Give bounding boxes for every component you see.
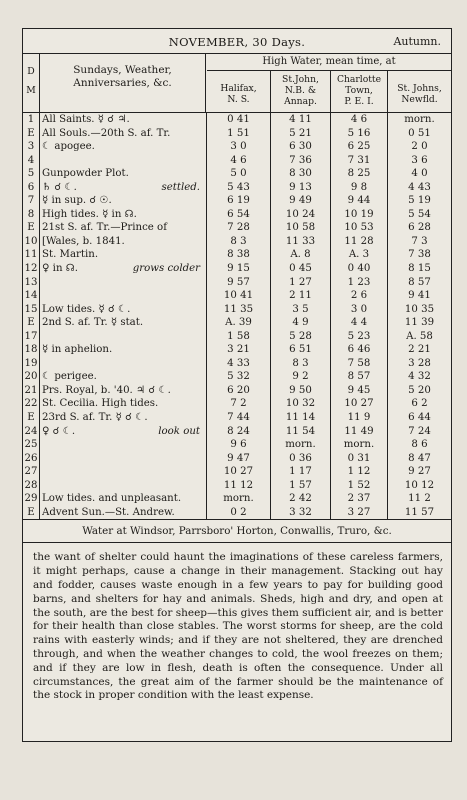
- event-text: Low tides. and unpleasant.: [42, 493, 182, 505]
- day-cell: 21: [23, 384, 40, 398]
- day-cell: 1: [23, 113, 40, 127]
- event-text: ☿ in aphelion.: [42, 344, 113, 356]
- table-row: [23, 330, 451, 344]
- weather-text: settled.: [161, 181, 200, 193]
- event-cell: [42, 208, 204, 222]
- table-row: [23, 154, 451, 168]
- day-cell: 4: [23, 154, 40, 168]
- halifax-cell: 3 0: [207, 140, 271, 154]
- stjohn-nb-cell: 6 30: [271, 140, 331, 154]
- table-row: [23, 194, 451, 208]
- charlotte-cell: 9 45: [331, 384, 388, 398]
- stjohn-nb-cell: 0 36: [271, 452, 331, 466]
- charlotte-cell: 0 31: [331, 452, 388, 466]
- d-label: D: [27, 66, 35, 77]
- charlotte-cell: 7 31: [331, 154, 388, 168]
- event-cell: [42, 397, 204, 411]
- table-row: [23, 248, 451, 262]
- charlotte-cell: 7 58: [331, 357, 388, 371]
- charlotte-cell: 5 16: [331, 127, 388, 141]
- halifax-cell: 7 44: [207, 411, 271, 425]
- stjohn-nb-cell: A. 8: [271, 248, 331, 262]
- stjohns-cell: 3 28: [408, 357, 431, 369]
- table-row: [23, 370, 451, 384]
- day-cell: 5: [23, 167, 40, 181]
- stjohns-cell: 11 2: [408, 493, 431, 505]
- charlotte-cell: 10 19: [331, 208, 388, 222]
- day-cell: 14: [23, 289, 40, 303]
- event-cell: [42, 235, 204, 249]
- event-cell: [42, 221, 204, 235]
- stjohn-nb-cell: 9 13: [271, 181, 331, 195]
- dm-header: [23, 54, 40, 112]
- stjohn-nb-cell: 9 2: [271, 370, 331, 384]
- stjohns-cell: 4 32: [408, 371, 431, 383]
- table-row: [23, 343, 451, 357]
- charlotte-line-3: P. E. I.: [344, 96, 374, 107]
- table-row: [23, 465, 451, 479]
- halifax-cell: 4 33: [207, 357, 271, 371]
- stjohn-nb-cell: 10 32: [271, 397, 331, 411]
- table-row: [23, 276, 451, 290]
- day-cell: E: [23, 411, 40, 425]
- halifax-header: [207, 71, 271, 112]
- stjohns-cell: 9 27: [408, 466, 431, 478]
- stjohn-nb-cell: 2 42: [271, 492, 331, 506]
- halifax-cell: 10 41: [207, 289, 271, 303]
- event-cell: [42, 248, 204, 262]
- day-cell: 3: [23, 140, 40, 154]
- halifax-cell: 1 58: [207, 330, 271, 344]
- event-text: Low tides. ☿ ☌ ☾.: [42, 303, 131, 315]
- charlotte-line-1: Charlotte: [336, 74, 382, 85]
- stjohns-cell: 6 28: [408, 222, 431, 234]
- stjohns-cell: 8 15: [408, 263, 431, 275]
- stjohn-nb-cell: 11 14: [271, 411, 331, 425]
- table-row: [23, 262, 451, 276]
- stjohn-nb-header: [271, 71, 331, 112]
- event-cell: [42, 343, 204, 357]
- charlotte-cell: 11 28: [331, 235, 388, 249]
- table-row: [23, 181, 451, 195]
- charlotte-cell: 1 12: [331, 465, 388, 479]
- table-row: [23, 425, 451, 439]
- day-cell: E: [23, 221, 40, 235]
- halifax-cell: 9 47: [207, 452, 271, 466]
- halifax-cell: 6 19: [207, 194, 271, 208]
- stjohn-nb-cell: 9 50: [271, 384, 331, 398]
- event-text: St. Cecilia. High tides.: [42, 398, 159, 410]
- halifax-cell: 6 20: [207, 384, 271, 398]
- stjohn-nb-cell: 9 49: [271, 194, 331, 208]
- sundays-line-2: Anniversaries, &c.: [73, 77, 172, 89]
- stjohn-nb-cell: 1 27: [271, 276, 331, 290]
- halifax-cell: 11 35: [207, 303, 271, 317]
- halifax-cell: 10 27: [207, 465, 271, 479]
- stjohns-cell: 8 47: [408, 452, 431, 464]
- table-row: [23, 411, 451, 425]
- event-cell: [42, 425, 204, 439]
- event-text: High tides. ☿ in ☊.: [42, 208, 137, 220]
- stjohn-nb-cell: 8 3: [271, 357, 331, 371]
- charlotte-cell: 9 44: [331, 194, 388, 208]
- event-text: ♄ ☌ ☾.: [42, 181, 77, 193]
- month-title: NOVEMBER, 30 Days.: [168, 35, 306, 49]
- table-row: [23, 127, 451, 141]
- table-row: [23, 316, 451, 330]
- table-row: [23, 357, 451, 371]
- day-cell: 13: [23, 276, 40, 290]
- charlotte-cell: 0 40: [331, 262, 388, 276]
- charlotte-cell: 8 25: [331, 167, 388, 181]
- stjohns-cell: 7 38: [408, 249, 431, 261]
- halifax-cell: 8 24: [207, 425, 271, 439]
- event-text: 21st S. af. Tr.—Prince of: [42, 222, 167, 234]
- charlotte-cell: 1 23: [331, 276, 388, 290]
- table-row: [23, 479, 451, 493]
- stjohn-nb-cell: 2 11: [271, 289, 331, 303]
- page-header: [23, 29, 451, 54]
- day-cell: 24: [23, 425, 40, 439]
- stjohn-nb-cell: 8 30: [271, 167, 331, 181]
- stjohn-nb-cell: 1 17: [271, 465, 331, 479]
- day-cell: E: [23, 316, 40, 330]
- m-label: M: [26, 85, 36, 96]
- event-text: All Saints. ☿ ☌ ♃.: [42, 114, 130, 125]
- stjohn-nb-cell: 5 21: [271, 127, 331, 141]
- event-text: ☾ apogee.: [42, 141, 95, 153]
- stjohn-nb-line-2: N.B. &: [284, 85, 317, 96]
- table-row: [23, 208, 451, 222]
- stjohn-nb-cell: 10 24: [271, 208, 331, 222]
- stjohns-cell: 8 57: [408, 276, 431, 288]
- charlotte-cell: 6 25: [331, 140, 388, 154]
- table-row: [23, 397, 451, 411]
- halifax-cell: 9 57: [207, 276, 271, 290]
- day-cell: 12: [23, 262, 40, 276]
- stjohn-nb-cell: 5 28: [271, 330, 331, 344]
- article-text: [23, 543, 451, 703]
- table-header: [23, 54, 451, 113]
- day-cell: 17: [23, 330, 40, 344]
- event-text: ♀ in ☊.: [42, 263, 79, 275]
- halifax-cell: 4 6: [207, 154, 271, 168]
- stjohns-line-2: Newfld.: [401, 94, 438, 105]
- event-cell: [42, 492, 204, 506]
- column-divider: [206, 113, 207, 519]
- stjohns-cell: 4 0: [411, 168, 428, 180]
- stjohn-nb-cell: 3 32: [271, 506, 331, 520]
- stjohns-line-1: St. Johns,: [397, 83, 442, 94]
- event-cell: [42, 140, 204, 154]
- halifax-cell: 9 15: [207, 262, 271, 276]
- stjohns-cell: 7 3: [411, 235, 428, 247]
- stjohn-nb-line-1: St.John,: [282, 74, 319, 85]
- event-text: Gunpowder Plot.: [42, 168, 129, 180]
- day-cell: 6: [23, 181, 40, 195]
- event-text: [Wales, b. 1841.: [42, 235, 125, 247]
- stjohn-nb-cell: 7 36: [271, 154, 331, 168]
- event-cell: [42, 262, 204, 276]
- day-cell: 7: [23, 194, 40, 208]
- halifax-line-1: Halifax,: [220, 83, 257, 94]
- halifax-cell: 11 12: [207, 479, 271, 493]
- stjohns-cell: morn.: [404, 114, 435, 125]
- article-paragraph: the want of shelter could haunt the imaginations of these careless farmers, it might perhaps, cause a change in their management. Stacking out hay and fodder, causes waste enough in a few years to pay for building good barns, and shelters for hay and animals. Sheds, high and dry, and open at the south, are the best for sheep—this gives them sufficient air, and is better for their health than close stables. The worst storms for sheep, are the cold rains with easterly winds; and if they are not sheltered, they are drenched through, and when the weather changes to cold, the wool freezes on them; and if they are low in flesh, death is often the consequence. Under all circumstances, the great aim of the farmer should be the maintenance of the stock in proper condition with the least expense.: [33, 551, 443, 702]
- halifax-cell: 6 54: [207, 208, 271, 222]
- stjohns-cell: 8 6: [411, 439, 428, 451]
- halifax-cell: 5 0: [207, 167, 271, 181]
- charlotte-cell: 3 0: [331, 303, 388, 317]
- stjohns-cell: 5 54: [408, 208, 431, 220]
- halifax-cell: morn.: [207, 492, 271, 506]
- table-row: [23, 167, 451, 181]
- stjohns-cell: 7 24: [408, 425, 431, 437]
- day-cell: 15: [23, 303, 40, 317]
- table-row: [23, 113, 451, 127]
- table-row: [23, 221, 451, 235]
- day-cell: 25: [23, 438, 40, 452]
- event-cell: [42, 506, 204, 520]
- stjohn-nb-cell: morn.: [271, 438, 331, 452]
- stjohns-cell: 6 44: [408, 412, 431, 424]
- stjohns-cell: 9 41: [408, 290, 431, 302]
- table-row: [23, 384, 451, 398]
- charlotte-cell: 2 37: [331, 492, 388, 506]
- charlotte-cell: 5 23: [331, 330, 388, 344]
- event-cell: [42, 303, 204, 317]
- table-row: [23, 506, 451, 520]
- charlotte-cell: 11 49: [331, 425, 388, 439]
- event-text: Advent Sun.—St. Andrew.: [42, 506, 175, 518]
- high-water-header: High Water, mean time, at: [207, 54, 451, 71]
- stjohn-nb-line-3: Annap.: [284, 96, 317, 107]
- day-cell: 8: [23, 208, 40, 222]
- day-cell: 11: [23, 248, 40, 262]
- charlotte-cell: 3 27: [331, 506, 388, 520]
- day-cell: 26: [23, 452, 40, 466]
- halifax-cell: 7 28: [207, 221, 271, 235]
- day-cell: 20: [23, 370, 40, 384]
- stjohns-cell: 11 57: [404, 506, 435, 518]
- event-cell: [42, 411, 204, 425]
- table-row: [23, 492, 451, 506]
- halifax-cell: 0 41: [207, 113, 271, 127]
- table-row: [23, 303, 451, 317]
- stjohns-cell: 10 35: [404, 303, 435, 315]
- charlotte-cell: 6 46: [331, 343, 388, 357]
- day-cell: E: [23, 506, 40, 520]
- day-cell: 29: [23, 492, 40, 506]
- charlotte-cell: 1 52: [331, 479, 388, 493]
- event-text: ☾ perigee.: [42, 371, 97, 383]
- event-text: St. Martin.: [42, 249, 99, 261]
- charlotte-cell: 4 6: [331, 113, 388, 127]
- halifax-cell: A. 39: [207, 316, 271, 330]
- charlotte-cell: 2 6: [331, 289, 388, 303]
- day-cell: 10: [23, 235, 40, 249]
- charlotte-cell: 9 8: [331, 181, 388, 195]
- table-row: [23, 235, 451, 249]
- stjohns-header: [388, 71, 451, 112]
- halifax-cell: 5 32: [207, 370, 271, 384]
- sundays-header: [40, 54, 206, 112]
- weather-text: look out: [158, 425, 200, 437]
- table-row: [23, 140, 451, 154]
- charlotte-line-2: Town,: [345, 85, 373, 96]
- stjohns-cell: A. 58: [406, 330, 433, 342]
- charlotte-cell: 11 9: [331, 411, 388, 425]
- stjohns-cell: 11 39: [404, 317, 435, 329]
- event-cell: [42, 384, 204, 398]
- stjohn-nb-cell: 4 11: [271, 113, 331, 127]
- day-cell: 18: [23, 343, 40, 357]
- table-row: [23, 438, 451, 452]
- stjohns-cell: 2 0: [411, 141, 428, 153]
- event-text: ♀ ☌ ☾.: [42, 425, 76, 437]
- stjohns-cell: 2 21: [408, 344, 431, 356]
- halifax-cell: 3 21: [207, 343, 271, 357]
- stjohns-cell: 5 20: [408, 384, 431, 396]
- event-cell: [42, 181, 204, 195]
- charlotte-cell: morn.: [331, 438, 388, 452]
- halifax-cell: 5 43: [207, 181, 271, 195]
- halifax-cell: 0 2: [207, 506, 271, 520]
- table-row: [23, 452, 451, 466]
- almanac-page: [22, 28, 452, 742]
- stjohn-nb-cell: 0 45: [271, 262, 331, 276]
- charlotte-cell: 10 53: [331, 221, 388, 235]
- season-label: Autumn.: [393, 35, 441, 48]
- event-cell: [42, 127, 204, 141]
- day-cell: 19: [23, 357, 40, 371]
- charlotte-cell: 10 27: [331, 397, 388, 411]
- halifax-cell: 9 6: [207, 438, 271, 452]
- table-row: [23, 289, 451, 303]
- stjohns-cell: 6 2: [411, 398, 428, 410]
- event-cell: [42, 316, 204, 330]
- event-text: Prs. Royal, b. '40. ♃ ☌ ☾.: [42, 384, 171, 396]
- day-cell: 27: [23, 465, 40, 479]
- halifax-cell: 8 38: [207, 248, 271, 262]
- charlotte-cell: 4 4: [331, 316, 388, 330]
- stjohn-nb-cell: 3 5: [271, 303, 331, 317]
- halifax-line-2: N. S.: [227, 94, 250, 105]
- charlotte-cell: A. 3: [331, 248, 388, 262]
- charlotte-cell: 8 57: [331, 370, 388, 384]
- day-cell: 28: [23, 479, 40, 493]
- stjohn-nb-cell: 10 58: [271, 221, 331, 235]
- day-cell: E: [23, 127, 40, 141]
- event-cell: [42, 167, 204, 181]
- stjohns-cell: 5 19: [408, 195, 431, 207]
- stjohn-nb-cell: 1 57: [271, 479, 331, 493]
- tide-table-body: [23, 113, 451, 519]
- event-cell: [42, 113, 204, 127]
- halifax-cell: 8 3: [207, 235, 271, 249]
- sundays-line-1: Sundays, Weather,: [73, 64, 172, 76]
- event-cell: [42, 194, 204, 208]
- charlotte-header: [331, 71, 388, 112]
- stjohns-cell: 0 51: [408, 127, 431, 139]
- event-text: All Souls.—20th S. af. Tr.: [42, 127, 171, 139]
- event-cell: [42, 370, 204, 384]
- halifax-cell: 7 2: [207, 397, 271, 411]
- stjohn-nb-cell: 11 54: [271, 425, 331, 439]
- water-note: Water at Windsor, Parrsboro' Horton, Conwallis, Truro, &c.: [23, 519, 451, 543]
- event-text: 23rd S. af. Tr. ☿ ☌ ☾.: [42, 412, 148, 424]
- stjohns-cell: 3 6: [411, 154, 428, 166]
- stjohns-cell: 4 43: [408, 181, 431, 193]
- stjohn-nb-cell: 6 51: [271, 343, 331, 357]
- event-text: ☿ in sup. ☌ ☉.: [42, 195, 112, 207]
- stjohn-nb-cell: 11 33: [271, 235, 331, 249]
- halifax-cell: 1 51: [207, 127, 271, 141]
- day-cell: 22: [23, 397, 40, 411]
- stjohn-nb-cell: 4 9: [271, 316, 331, 330]
- event-text: 2nd S. af. Tr. ☿ stat.: [42, 317, 144, 329]
- stjohns-cell: 10 12: [404, 479, 435, 491]
- weather-text: grows colder: [132, 263, 200, 275]
